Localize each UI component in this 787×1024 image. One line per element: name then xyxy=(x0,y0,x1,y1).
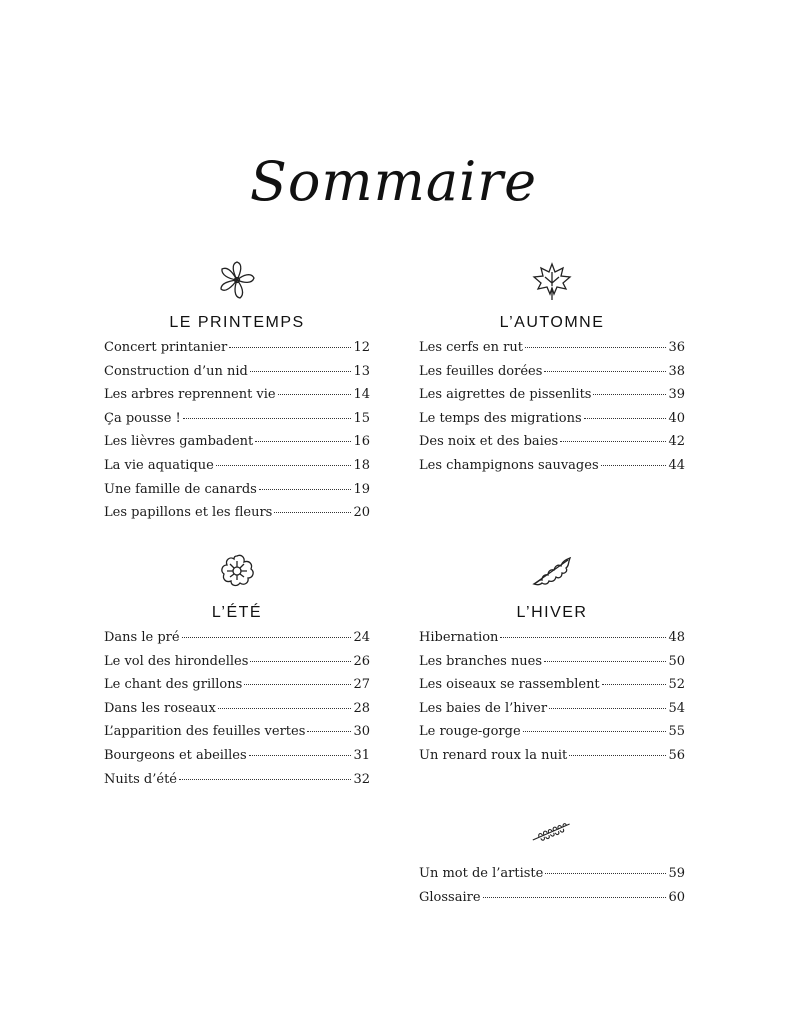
toc-entry-page: 19 xyxy=(353,481,370,497)
dot-leader xyxy=(544,371,666,372)
toc-entry-page: 36 xyxy=(668,340,685,355)
toc-entry-label: Dans les roseaux xyxy=(104,700,216,716)
toc-entry xyxy=(419,677,685,701)
dot-leader xyxy=(544,661,666,662)
dot-leader xyxy=(523,731,667,732)
toc-entry-page: 24 xyxy=(353,630,370,645)
toc-entry-page: 31 xyxy=(353,747,370,763)
dot-leader xyxy=(255,441,351,442)
toc-entry-label: Les oiseaux se rassemblent xyxy=(419,677,600,693)
toc-entry xyxy=(419,411,685,435)
dot-leader xyxy=(584,418,667,419)
toc-entry-page: 12 xyxy=(353,340,370,355)
dot-leader xyxy=(244,684,351,685)
toc-entry-label: Concert printanier xyxy=(104,340,228,355)
dot-leader xyxy=(250,371,352,372)
toc-entry-label: Un renard roux la nuit xyxy=(419,747,568,763)
toc-entry-page: 54 xyxy=(668,700,685,716)
toc-entry xyxy=(104,701,370,725)
toc-list xyxy=(104,340,370,529)
toc-entry-label: Les baies de l’hiver xyxy=(419,700,548,716)
toc-entry xyxy=(419,340,685,364)
dot-leader xyxy=(274,512,351,513)
toc-entry xyxy=(104,772,370,796)
toc-entry-page: 38 xyxy=(668,363,685,379)
section-autumn xyxy=(419,256,685,482)
dot-leader xyxy=(250,661,351,662)
toc-entry-label: Dans le pré xyxy=(104,630,180,645)
toc-entry-page: 55 xyxy=(668,724,685,740)
toc-entry-label: Nuits d’été xyxy=(104,771,177,787)
dot-leader xyxy=(218,708,352,709)
dot-leader xyxy=(182,637,352,638)
toc-entry-page: 40 xyxy=(668,410,685,426)
toc-entry-label: Les cerfs en rut xyxy=(419,340,523,355)
toc-entry-label: Ça pousse ! xyxy=(104,410,181,426)
dot-leader xyxy=(602,684,667,685)
dot-leader xyxy=(259,489,352,490)
holly-leaf-icon xyxy=(419,546,685,594)
toc-entry-page: 32 xyxy=(353,771,370,787)
toc-entry-page: 16 xyxy=(353,434,370,450)
toc-entry xyxy=(104,364,370,388)
toc-entry xyxy=(419,890,685,914)
toc-entry xyxy=(104,434,370,458)
dot-leader xyxy=(545,873,666,874)
toc-entry-page: 27 xyxy=(353,677,370,693)
toc-entry-page: 15 xyxy=(353,410,370,426)
toc-entry-label: Les lièvres gambadent xyxy=(104,434,254,450)
toc-entry xyxy=(419,866,685,890)
toc-entry xyxy=(419,364,685,388)
toc-entry xyxy=(419,701,685,725)
toc-entry-label: Glossaire xyxy=(419,889,481,905)
toc-entry-page: 50 xyxy=(668,653,685,669)
toc-entry-page: 20 xyxy=(353,505,370,521)
toc-entry xyxy=(104,654,370,678)
section-winter xyxy=(419,546,685,772)
section-heading: LE PRINTEMPS xyxy=(169,314,305,331)
toc-entry-label: La vie aquatique xyxy=(104,457,214,473)
toc-entry-label: Le temps des migrations xyxy=(419,410,582,426)
dot-leader xyxy=(278,394,352,395)
toc-entry xyxy=(419,387,685,411)
toc-entry xyxy=(104,411,370,435)
dot-leader xyxy=(601,465,667,466)
flower-icon xyxy=(104,256,370,304)
toc-entry xyxy=(104,748,370,772)
toc-entry xyxy=(104,340,370,364)
dot-leader xyxy=(183,418,352,419)
toc-entry-page: 30 xyxy=(353,724,370,740)
dot-leader xyxy=(500,637,666,638)
branch-icon xyxy=(419,808,685,856)
section-heading: L’ÉTÉ xyxy=(211,604,263,621)
toc-entry-page: 13 xyxy=(353,363,370,379)
toc-entry-label: Le rouge-gorge xyxy=(419,724,521,740)
dot-leader xyxy=(216,465,352,466)
toc-entry xyxy=(419,724,685,748)
toc-entry xyxy=(104,630,370,654)
toc-entry-page: 42 xyxy=(668,434,685,450)
toc-entry-label: Le chant des grillons xyxy=(104,677,243,693)
dot-leader xyxy=(549,708,666,709)
section-heading: L’HIVER xyxy=(516,604,588,621)
toc-entry-page: 26 xyxy=(353,653,370,669)
dot-leader xyxy=(560,441,666,442)
dot-leader xyxy=(229,347,351,348)
dot-leader xyxy=(525,347,667,348)
maple-leaf-icon xyxy=(419,256,685,304)
dot-leader xyxy=(593,394,666,395)
toc-entry-page: 18 xyxy=(353,457,370,473)
toc-entry xyxy=(104,724,370,748)
toc-entry-label: Un mot de l’artiste xyxy=(419,866,544,881)
toc-entry xyxy=(104,505,370,529)
toc-entry xyxy=(419,458,685,482)
toc-entry xyxy=(104,458,370,482)
toc-entry-page: 60 xyxy=(668,889,685,905)
section-spring xyxy=(104,256,370,529)
toc-list xyxy=(419,866,685,913)
toc-entry-label: Les papillons et les fleurs xyxy=(104,505,273,521)
dot-leader xyxy=(179,779,351,780)
toc-entry-label: Le vol des hirondelles xyxy=(104,653,249,669)
dot-leader xyxy=(483,897,667,898)
toc-entry xyxy=(419,630,685,654)
toc-entry-label: L’apparition des feuilles vertes xyxy=(104,724,306,740)
dot-leader xyxy=(569,755,666,756)
toc-entry-page: 28 xyxy=(353,700,370,716)
toc-entry xyxy=(104,482,370,506)
toc-entry-page: 56 xyxy=(668,747,685,763)
toc-entry-label: Des noix et des baies xyxy=(419,434,559,450)
dot-leader xyxy=(307,731,351,732)
toc-entry-label: Les aigrettes de pissenlits xyxy=(419,387,592,403)
toc-entry-label: Les branches nues xyxy=(419,653,543,669)
blossom-icon xyxy=(104,546,370,594)
toc-entry-label: Bourgeons et abeilles xyxy=(104,747,247,763)
toc-entry-page: 14 xyxy=(353,387,370,403)
page-title: Sommaire xyxy=(249,150,538,213)
toc-entry xyxy=(104,677,370,701)
toc-entry-label: Construction d’un nid xyxy=(104,363,248,379)
toc-entry-page: 52 xyxy=(668,677,685,693)
section-extra xyxy=(419,808,685,913)
toc-entry-label: Hibernation xyxy=(419,630,499,645)
toc-entry xyxy=(419,434,685,458)
toc-list xyxy=(104,630,370,795)
toc-list xyxy=(419,340,685,482)
toc-entry-label: Les feuilles dorées xyxy=(419,363,543,379)
toc-entry-page: 48 xyxy=(668,630,685,645)
toc-list xyxy=(419,630,685,772)
toc-entry-page: 39 xyxy=(668,387,685,403)
toc-entry xyxy=(419,748,685,772)
section-summer xyxy=(104,546,370,795)
toc-entry-page: 44 xyxy=(668,457,685,473)
section-heading: L’AUTOMNE xyxy=(499,314,605,331)
toc-entry-page: 59 xyxy=(668,866,685,881)
toc-entry-label: Les arbres reprennent vie xyxy=(104,387,276,403)
toc-entry xyxy=(419,654,685,678)
toc-entry-label: Les champignons sauvages xyxy=(419,457,599,473)
dot-leader xyxy=(249,755,352,756)
toc-entry-label: Une famille de canards xyxy=(104,481,257,497)
toc-entry xyxy=(104,387,370,411)
